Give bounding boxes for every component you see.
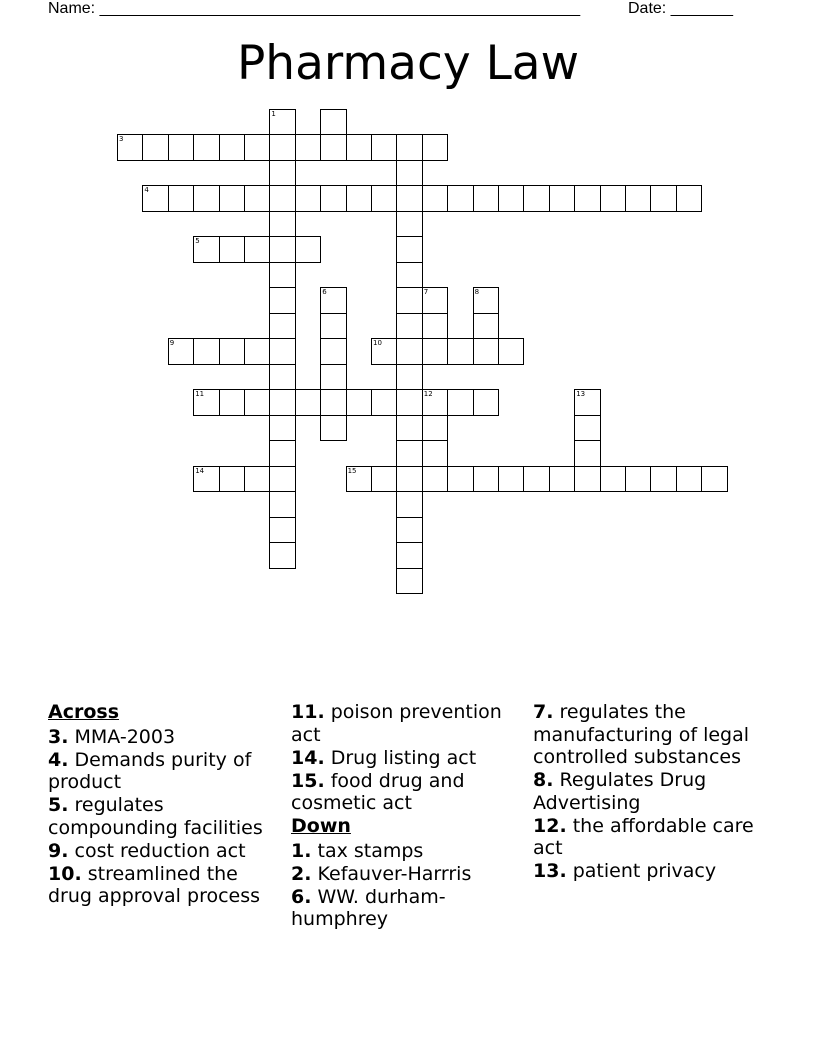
grid-cell[interactable]	[396, 517, 422, 544]
grid-cell[interactable]	[269, 415, 295, 442]
grid-cell[interactable]	[219, 466, 245, 493]
grid-cell[interactable]	[396, 262, 422, 289]
grid-cell[interactable]	[396, 440, 422, 467]
grid-cell[interactable]	[346, 134, 372, 161]
grid-cell[interactable]	[422, 338, 448, 365]
clue-down-8: 8. Regulates Drug Advertising	[533, 769, 707, 814]
grid-cell[interactable]	[371, 134, 397, 161]
clues-column-1	[48, 701, 284, 908]
grid-cell[interactable]	[473, 313, 499, 340]
grid-cell[interactable]	[320, 364, 346, 391]
grid-cell[interactable]	[269, 542, 295, 569]
clue-down-6: 6. WW. durham-humphrey	[291, 885, 446, 930]
grid-cell[interactable]	[320, 134, 346, 161]
grid-cell[interactable]	[168, 185, 194, 212]
grid-cell[interactable]	[574, 185, 600, 212]
grid-cell[interactable]	[396, 466, 422, 493]
grid-cell[interactable]	[447, 338, 473, 365]
grid-cell[interactable]	[422, 313, 448, 340]
grid-cell[interactable]	[142, 134, 168, 161]
grid-cell[interactable]	[269, 185, 295, 212]
grid-cell[interactable]	[320, 415, 346, 442]
grid-cell[interactable]	[295, 236, 321, 263]
grid-cell[interactable]	[269, 389, 295, 416]
grid-cell[interactable]	[371, 389, 397, 416]
clue-down-1: 1. tax stamps	[291, 839, 424, 862]
grid-cell[interactable]	[422, 134, 448, 161]
grid-cell[interactable]	[574, 440, 600, 467]
grid-cell[interactable]	[269, 236, 295, 263]
grid-cell[interactable]	[193, 389, 219, 416]
grid-cell[interactable]	[422, 415, 448, 442]
grid-cell[interactable]	[346, 185, 372, 212]
grid-cell[interactable]	[244, 134, 270, 161]
grid-cell[interactable]	[396, 211, 422, 238]
clue-number: 15	[347, 466, 357, 475]
grid-cell[interactable]	[396, 415, 422, 442]
grid-cell[interactable]	[244, 338, 270, 365]
clue-number: 10	[373, 339, 382, 347]
grid-cell[interactable]	[244, 389, 270, 416]
grid-cell[interactable]	[600, 466, 626, 493]
clue-number: 9	[169, 339, 175, 347]
grid-cell[interactable]	[269, 262, 295, 289]
clue-down-2: 2. Kefauver-Harrris	[291, 862, 472, 885]
grid-cell[interactable]	[625, 185, 651, 212]
grid-cell[interactable]	[447, 389, 473, 416]
grid-cell[interactable]	[244, 466, 270, 493]
grid-cell[interactable]	[193, 338, 219, 365]
grid-cell[interactable]	[396, 568, 422, 595]
grid-cell[interactable]	[219, 185, 245, 212]
grid-cell[interactable]	[219, 134, 245, 161]
grid-cell[interactable]	[117, 134, 143, 161]
grid-cell[interactable]	[219, 389, 245, 416]
grid-cell[interactable]	[422, 440, 448, 467]
grid-cell[interactable]	[422, 185, 448, 212]
grid-cell[interactable]	[269, 313, 295, 340]
grid-cell[interactable]	[396, 236, 422, 263]
clue-down-7: 7. regulates the manufacturing of legal controlled substances	[533, 701, 750, 768]
grid-cell[interactable]	[676, 185, 702, 212]
clue-across-4: 4. Demands purity of product	[48, 748, 252, 793]
grid-cell[interactable]	[269, 440, 295, 467]
clue-number: 8	[474, 288, 480, 296]
grid-cell[interactable]	[244, 236, 270, 263]
grid-cell[interactable]	[320, 287, 346, 314]
clue-across-9: 9. cost reduction act	[48, 839, 246, 862]
grid-cell[interactable]	[498, 466, 524, 493]
grid-cell[interactable]	[269, 517, 295, 544]
grid-cell[interactable]	[396, 185, 422, 212]
grid-cell[interactable]	[574, 389, 600, 416]
grid-cell[interactable]	[625, 466, 651, 493]
grid-cell[interactable]	[244, 185, 270, 212]
grid-cell[interactable]	[676, 466, 702, 493]
clue-across-11: 11. poison prevention act	[291, 701, 502, 746]
grid-cell[interactable]	[396, 491, 422, 518]
grid-cell[interactable]	[371, 185, 397, 212]
clue-number: 14	[195, 466, 205, 475]
grid-cell[interactable]	[396, 313, 422, 340]
clue-number: 6	[322, 288, 327, 296]
grid-cell[interactable]	[498, 338, 524, 365]
grid-cell[interactable]	[320, 109, 346, 136]
grid-cell[interactable]	[371, 466, 397, 493]
grid-cell[interactable]	[269, 109, 295, 136]
grid-cell[interactable]	[523, 185, 549, 212]
clue-number: 3	[119, 135, 124, 143]
grid-cell[interactable]	[574, 415, 600, 442]
grid-cell[interactable]	[269, 466, 295, 493]
grid-cell[interactable]	[193, 466, 219, 493]
grid-cell[interactable]	[523, 466, 549, 493]
page-title: Pharmacy Law	[236, 36, 580, 91]
grid-cell[interactable]	[269, 364, 295, 391]
clue-across-3: 3. MMA-2003	[48, 725, 176, 748]
grid-cell[interactable]	[473, 185, 499, 212]
across-heading: Across	[48, 701, 120, 723]
grid-cell[interactable]	[549, 466, 575, 493]
grid-cell[interactable]	[320, 389, 346, 416]
grid-cell[interactable]	[269, 211, 295, 238]
grid-cell[interactable]	[447, 185, 473, 212]
grid-cell[interactable]	[295, 389, 321, 416]
grid-cell[interactable]	[320, 185, 346, 212]
grid-cell[interactable]	[473, 338, 499, 365]
clues-column-3	[533, 701, 773, 883]
clue-across-10: 10. streamlined the drug approval process	[48, 862, 261, 907]
grid-cell[interactable]	[650, 185, 676, 212]
grid-cell[interactable]	[346, 466, 372, 493]
grid-cell[interactable]	[193, 185, 219, 212]
clue-number: 12	[423, 390, 433, 398]
grid-cell[interactable]	[320, 338, 346, 365]
grid-cell[interactable]	[701, 466, 727, 493]
grid-cell[interactable]	[396, 542, 422, 569]
grid-cell[interactable]	[168, 338, 194, 365]
grid-cell[interactable]	[574, 466, 600, 493]
grid-cell[interactable]	[549, 185, 575, 212]
grid-cell[interactable]	[473, 466, 499, 493]
grid-cell[interactable]	[396, 287, 422, 314]
date-field[interactable]: Date: _______	[628, 0, 733, 17]
grid-cell[interactable]	[600, 185, 626, 212]
grid-cell[interactable]	[346, 389, 372, 416]
grid-cell[interactable]	[269, 491, 295, 518]
clue-down-13: 13. patient privacy	[533, 860, 717, 882]
clue-across-14: 14. Drug listing act	[291, 746, 477, 769]
grid-cell[interactable]	[269, 287, 295, 314]
grid-cell[interactable]	[422, 287, 448, 314]
grid-cell[interactable]	[269, 160, 295, 187]
grid-cell[interactable]	[422, 466, 448, 493]
clue-number: 11	[195, 390, 205, 398]
grid-cell[interactable]	[219, 236, 245, 263]
down-heading: Down	[291, 815, 351, 837]
grid-cell[interactable]	[295, 134, 321, 161]
grid-cell[interactable]	[142, 185, 168, 212]
grid-cell[interactable]	[473, 389, 499, 416]
clue-down-12: 12. the affordable care act	[533, 814, 754, 859]
clue-number: 7	[423, 288, 429, 296]
grid-cell[interactable]	[396, 389, 422, 416]
clue-across-15: 15. food drug and cosmetic act	[291, 769, 465, 814]
grid-cell[interactable]	[193, 236, 219, 263]
grid-cell[interactable]	[219, 338, 245, 365]
grid-cell[interactable]	[320, 313, 346, 340]
clue-number: 1	[271, 109, 276, 118]
clue-across-5: 5. regulates compounding facilities	[48, 794, 263, 839]
grid-cell[interactable]	[396, 338, 422, 365]
clue-number: 4	[144, 186, 149, 194]
grid-cell[interactable]	[371, 338, 397, 365]
grid-cell[interactable]	[269, 338, 295, 365]
grid-cell[interactable]	[269, 134, 295, 161]
grid-cell[interactable]	[295, 185, 321, 212]
grid-cell[interactable]	[650, 466, 676, 493]
grid-cell[interactable]	[396, 160, 422, 187]
grid-cell[interactable]	[498, 185, 524, 212]
clues-column-2	[291, 701, 527, 931]
grid-cell[interactable]	[422, 389, 448, 416]
grid-cell[interactable]	[473, 287, 499, 314]
grid-cell[interactable]	[396, 364, 422, 391]
grid-cell[interactable]	[168, 134, 194, 161]
clue-number: 5	[195, 237, 200, 245]
grid-cell[interactable]	[396, 134, 422, 161]
name-field[interactable]: Name: ______________________________________________________	[48, 0, 581, 17]
grid-cell[interactable]	[447, 466, 473, 493]
clue-number: 13	[576, 390, 586, 398]
grid-cell[interactable]	[193, 134, 219, 161]
